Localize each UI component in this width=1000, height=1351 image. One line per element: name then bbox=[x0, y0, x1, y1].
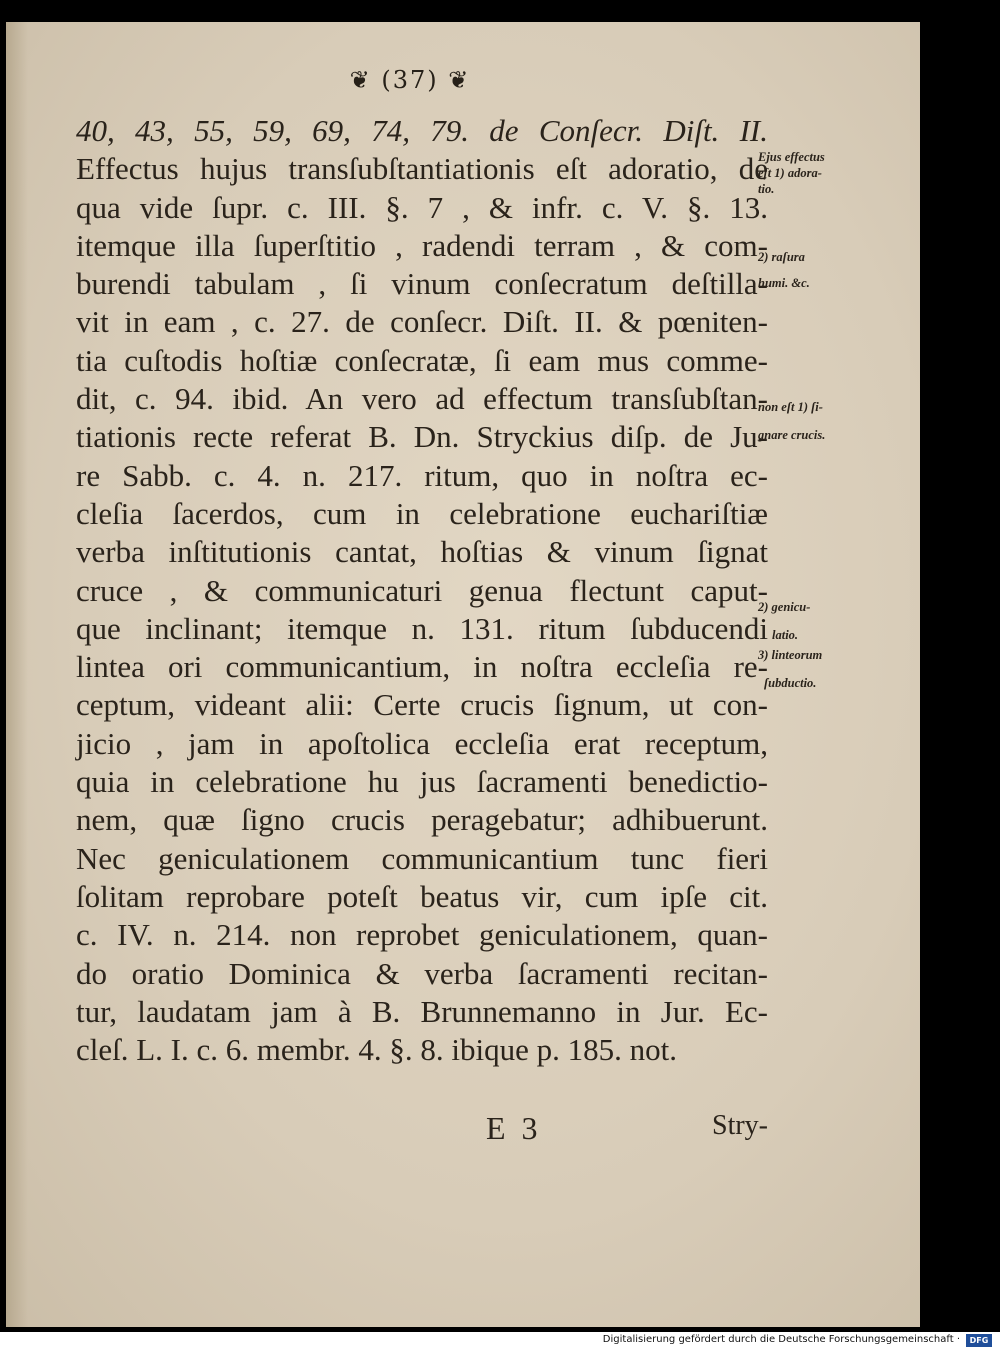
text-line: dit, c. 94. ibid. An vero ad effectum transſubſtan- bbox=[76, 381, 768, 417]
catchword: Stry- bbox=[712, 1110, 768, 1141]
funding-credit: Digitalisierung gefördert durch die Deutsche Forschungsgemeinschaft · bbox=[602, 1334, 960, 1345]
text-line: tiationis recte referat B. Dn. Stryckius diſp. de Ju- bbox=[76, 419, 768, 455]
text-line: cleſ. L. I. c. 6. membr. 4. §. 8. ibique p. 185. not. bbox=[76, 1032, 677, 1068]
marginal-note: 3) linteorum bbox=[758, 648, 823, 662]
text-line: cleſia ſacerdos, cum in celebratione euchariſtiæ bbox=[76, 495, 768, 531]
text-line: burendi tabulam , ſi vinum conſecratum deſtilla- bbox=[76, 266, 768, 302]
marginal-note: latio. bbox=[772, 628, 799, 642]
text-line: tur, laudatam jam à B. Brunnemanno in Jur. Ec- bbox=[76, 993, 768, 1029]
text-line: c. IV. n. 214. non reprobet geniculationem, quan- bbox=[76, 917, 768, 953]
page-gutter-shadow bbox=[6, 22, 28, 1327]
text-line: jicio , jam in apoſtolica eccleſia erat receptum, bbox=[76, 725, 768, 761]
text-line: tia cuſtodis hoſtiæ conſecratæ, ſi eam mus comme- bbox=[76, 342, 768, 378]
marginal-note: gnare crucis. bbox=[758, 428, 826, 442]
text-line: do oratio Dominica & verba ſacramenti recitan- bbox=[76, 955, 768, 991]
text-line: ceptum, videant alii: Certe crucis ſignum, ut con- bbox=[76, 687, 768, 723]
marginal-note: tio. bbox=[758, 182, 775, 196]
text-line: cruce , & communicaturi genua flectunt caput- bbox=[76, 572, 768, 608]
text-line: que inclinant; itemque n. 131. ritum ſubducendi bbox=[76, 610, 768, 646]
text-line: Nec geniculationem communicantium tunc fieri bbox=[76, 840, 768, 876]
text-line: vit in eam , c. 27. de conſecr. Diſt. II. & pœniten- bbox=[76, 304, 768, 340]
marginal-note: 2) raſura bbox=[758, 250, 805, 264]
marginal-note: eſt 1) adora- bbox=[758, 166, 822, 180]
text-line: verba inſtitutionis cantat, hoſtias & vinum ſignat bbox=[76, 534, 768, 570]
digitization-footer bbox=[0, 1332, 1000, 1351]
marginal-note: 2) genicu- bbox=[758, 600, 811, 614]
marginal-note: ſubductio. bbox=[764, 676, 817, 690]
page-footer-line bbox=[76, 1110, 768, 1150]
text-line: quia in celebratione hu jus ſacramenti benedictio- bbox=[76, 764, 768, 800]
text-line: 40, 43, 55, 59, 69, 74, 79. de Conſecr. Diſt. II. bbox=[76, 113, 768, 148]
marginal-note: non eſt 1) ſi- bbox=[758, 400, 823, 414]
marginal-note: Ejus effectus bbox=[758, 150, 825, 164]
text-line: itemque illa ſuperſtitio , radendi terram , & com- bbox=[76, 227, 768, 263]
dfg-logo: DFG bbox=[966, 1334, 992, 1347]
marginal-note: humi. &c. bbox=[758, 276, 810, 290]
text-line: ſolitam reprobare poteſt beatus vir, cum ipſe cit. bbox=[76, 878, 768, 914]
signature-mark: E 3 bbox=[486, 1110, 542, 1146]
text-line: re Sabb. c. 4. n. 217. ritum, quo in noſtra ec- bbox=[76, 457, 768, 493]
text-line: nem, quæ ſigno crucis peragebatur; adhibuerunt. bbox=[76, 802, 768, 838]
text-line: Effectus hujus transſubſtantiationis eſt adoratio, de bbox=[76, 151, 768, 187]
main-text bbox=[76, 112, 768, 1069]
text-line: qua vide ſupr. c. III. §. 7 , & infr. c. V. §. 13. bbox=[76, 189, 768, 225]
page-number-header: ❦ (37) ❦ bbox=[349, 66, 471, 94]
text-line: lintea ori communicantium, in noſtra eccleſia re- bbox=[76, 649, 768, 685]
